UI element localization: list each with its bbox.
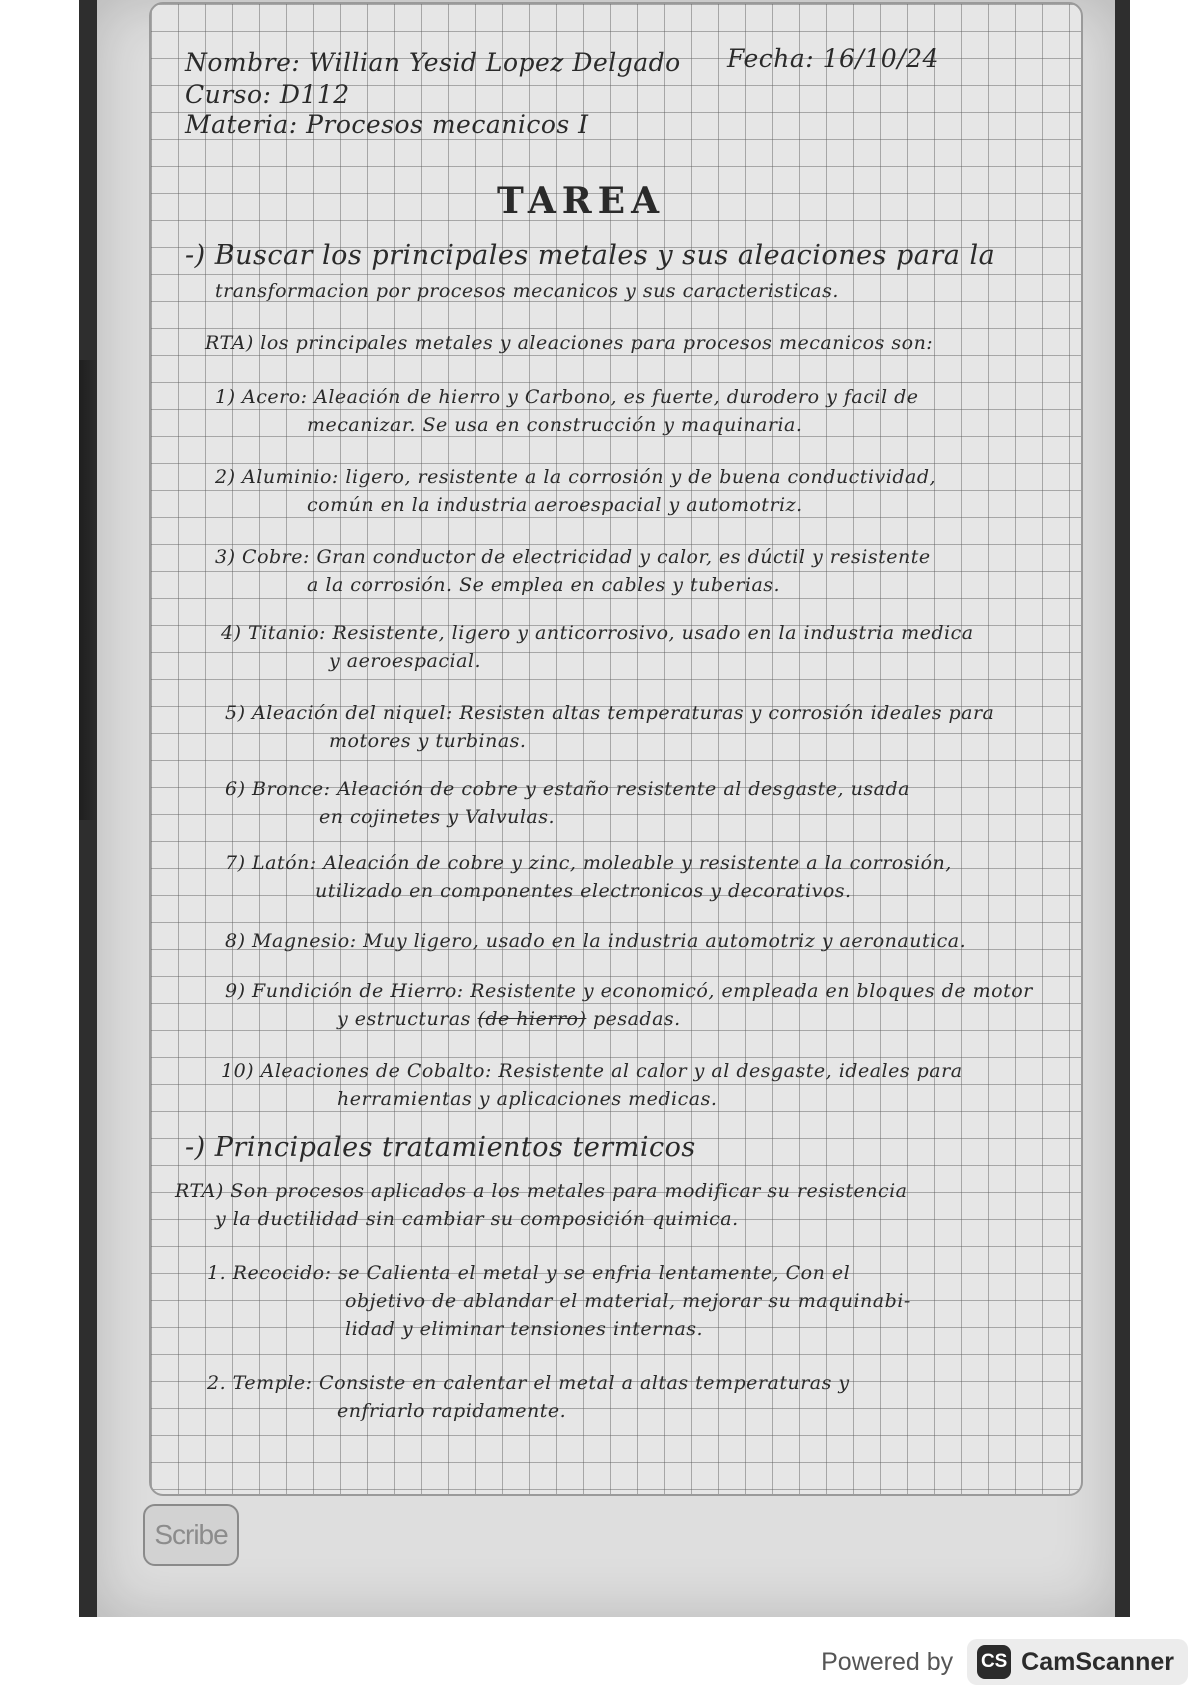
list-item-line: 4) Titanio: Resistente, ligero y anticorrosivo, usado en la industria medica bbox=[221, 622, 974, 644]
list-item-line: 1) Acero: Aleación de hierro y Carbono, es fuerte, durodero y facil de bbox=[215, 386, 919, 408]
list-item-line: 2) Aluminio: ligero, resistente a la corrosión y de buena conductividad, bbox=[215, 466, 937, 488]
list-item-line: 7) Latón: Aleación de cobre y zinc, moleable y resistente a la corrosión, bbox=[225, 852, 952, 874]
list-item-line: mecanizar. Se usa en construcción y maquinaria. bbox=[307, 414, 803, 436]
list-item-line: 8) Magnesio: Muy ligero, usado en la industria automotriz y aeronautica. bbox=[225, 930, 967, 952]
page-title: TAREA bbox=[497, 180, 666, 222]
answer-2-line-1: RTA) Son procesos aplicados a los metales para modificar su resistencia bbox=[175, 1180, 908, 1202]
list-item-line: 3) Cobre: Gran conductor de electricidad y calor, es dúctil y resistente bbox=[215, 546, 931, 568]
list-item-line: motores y turbinas. bbox=[329, 730, 527, 752]
item-9-struck-text: (de hierro) bbox=[477, 1008, 587, 1030]
list-item-line: a la corrosión. Se emplea en cables y tuberias. bbox=[307, 574, 781, 596]
list-item-line: 5) Aleación del niquel: Resisten altas temperaturas y corrosión ideales para bbox=[225, 702, 995, 724]
field-curso: Curso: D112 bbox=[185, 80, 350, 109]
list-item-line: enfriarlo rapidamente. bbox=[337, 1400, 567, 1422]
list-item-line: utilizado en componentes electronicos y decorativos. bbox=[315, 880, 852, 902]
camscanner-brand: CamScanner bbox=[1021, 1647, 1174, 1676]
list-item-line: objetivo de ablandar el material, mejorar su maquinabi- bbox=[345, 1290, 911, 1312]
list-item-line: común en la industria aeroespacial y automotriz. bbox=[307, 494, 803, 516]
list-item-line: 2. Temple: Consiste en calentar el metal a altas temperaturas y bbox=[207, 1372, 850, 1394]
camscanner-badge bbox=[967, 1639, 1188, 1685]
camscanner-footer bbox=[821, 1636, 1188, 1688]
question-1-line-1: -) Buscar los principales metales y sus aleaciones para la bbox=[185, 240, 996, 271]
camscanner-logo-icon: CS bbox=[977, 1645, 1011, 1679]
list-item-line: herramientas y aplicaciones medicas. bbox=[337, 1088, 718, 1110]
answer-2-line-2: y la ductilidad sin cambiar su composición quimica. bbox=[215, 1208, 739, 1230]
field-nombre: Nombre: Willian Yesid Lopez Delgado bbox=[185, 48, 681, 77]
powered-by-label: Powered by bbox=[821, 1647, 954, 1676]
list-item-line: y aeroespacial. bbox=[329, 650, 482, 672]
item-9-text-a: y estructuras bbox=[337, 1008, 471, 1030]
item-9-text-b: pesadas. bbox=[592, 1008, 681, 1030]
scanned-photo bbox=[79, 0, 1130, 1617]
list-item-line: 6) Bronce: Aleación de cobre y estaño resistente al desgaste, usada bbox=[225, 778, 910, 800]
field-materia: Materia: Procesos mecanicos I bbox=[185, 110, 589, 139]
list-item-line: 1. Recocido: se Calienta el metal y se enfria lentamente, Con el bbox=[207, 1262, 851, 1284]
list-item-line: 10) Aleaciones de Cobalto: Resistente al calor y al desgaste, ideales para bbox=[221, 1060, 963, 1082]
list-item-line: 9) Fundición de Hierro: Resistente y economicó, empleada en bloques de motor bbox=[225, 980, 1033, 1002]
question-2-heading: -) Principales tratamientos termicos bbox=[185, 1132, 696, 1163]
scribe-logo: Scribe bbox=[143, 1504, 239, 1566]
notebook-page bbox=[97, 0, 1115, 1617]
list-item-line: lidad y eliminar tensiones internas. bbox=[345, 1318, 704, 1340]
question-1-line-2: transformacion por procesos mecanicos y sus caracteristicas. bbox=[215, 280, 839, 302]
list-item-line bbox=[337, 1008, 681, 1030]
field-fecha: Fecha: 16/10/24 bbox=[727, 44, 939, 73]
list-item-line: en cojinetes y Valvulas. bbox=[319, 806, 556, 828]
answer-1-intro: RTA) los principales metales y aleaciones para procesos mecanicos son: bbox=[205, 332, 934, 354]
